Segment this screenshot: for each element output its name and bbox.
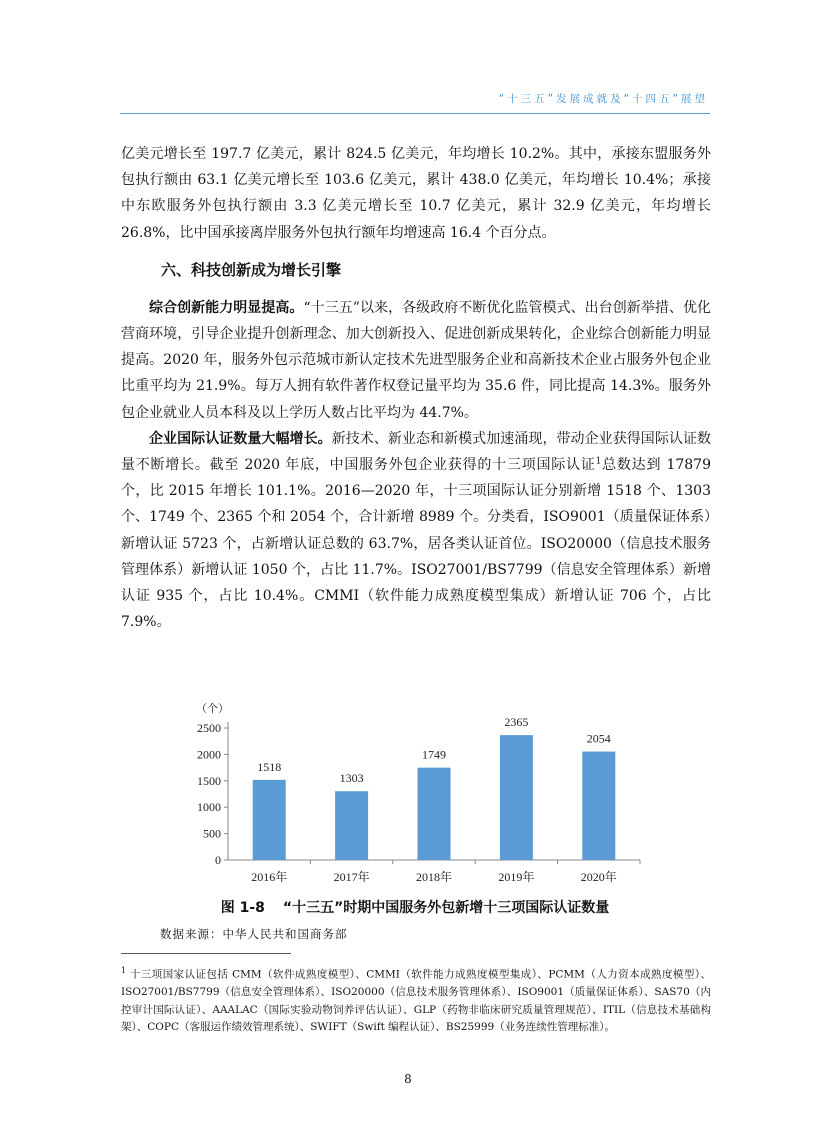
figure-title: “十三五”时期中国服务外包新增十三项国际认证数量 <box>282 900 610 916</box>
paragraph-lead-innovation: 综合创新能力明显提高。 <box>149 299 304 316</box>
footnote-mark: 1 <box>121 966 127 975</box>
chart-svg <box>190 700 650 890</box>
footnote-text: 十三项国家认证包括 CMM（软件成熟度模型）、CMMI（软件能力成熟度模型集成）、PCMM（人力资本成熟度模型）、ISO27001/BS7799（信息安全管理体系）、ISO20000（信息技术服务管理体系）、ISO9001（质量保证体系）、SAS70（内控审计国际认证）、AAALAC（国际实验动物饲养评估认证）、GLP（药物非临床研究质量管理规范）、ITIL（信息技术基础构架）、COPC（客服运作绩效管理系统）、SWIFT（Swift 编程认证）、BS25999（业务连续性管理标准）。 <box>121 968 711 1033</box>
header-divider <box>120 113 710 114</box>
y-tick-label: 0 <box>215 853 221 867</box>
paragraph-certification <box>121 426 711 636</box>
y-unit-label: （个） <box>196 703 229 715</box>
footnote-divider <box>121 953 291 954</box>
figure-number: 图 1-8 <box>220 900 265 916</box>
x-tick-label: 2017年 <box>333 870 370 884</box>
main-content <box>121 141 711 635</box>
paragraph-text-certification-a: 新技术、新业态和新模式加速涌现，带动企业获得国际认证数量不断增长。截至 2020 年底，中国服务外包企业获得的十三项国际认证 <box>121 430 712 474</box>
footnote <box>121 962 711 1037</box>
y-tick-label: 500 <box>203 826 221 841</box>
y-tick-label: 1500 <box>197 773 221 788</box>
page-number: 8 <box>404 1072 412 1086</box>
bar-value-label: 2365 <box>504 715 529 730</box>
y-tick-label: 2000 <box>197 747 221 762</box>
x-tick-label: 2018年 <box>415 870 453 884</box>
x-tick-label: 2020年 <box>580 870 617 884</box>
data-source: 数据来源：中华人民共和国商务部 <box>160 927 348 941</box>
y-tick-label: 2500 <box>197 721 221 735</box>
running-header: “十三五”发展成就及“十四五”展望 <box>498 93 708 105</box>
figure-caption <box>120 897 710 917</box>
paragraph-offshore: 亿美元增长至 197.7 亿美元，累计 824.5 亿美元，年均增长 10.2%。其中，承接东盟服务外包执行额由 63.1 亿美元增长至 103.6 亿美元，累计 438.0 亿美元，年均增长 10.4%；承接中东欧服务外包执行额由 3.3 亿美元增长至 10.7 亿美元，累计 32.9 亿美元，年均增长 26.8%，比中国承接离岸服务外包执行额年均增速高 16.4 个百分点。 <box>121 146 711 241</box>
section-heading: 六、科技创新成为增长引擎 <box>161 260 342 279</box>
bar <box>253 780 286 860</box>
paragraph-text-innovation: “十三五”以来，各级政府不断优化监管模式、出台创新举措、优化营商环境，引导企业提升创新理念、加大创新投入、促进创新成果转化，企业综合创新能力明显提高。2020 年，服务外包示范城市新认定技术先进型服务企业和高新技术企业占服务外包企业比重平均为 21.9%。每万人拥有软件著作权登记量平均为 35.6 件，同比提高 14.3%。服务外包企业就业人员本科及以上学历人数占比平均为 44.7%。 <box>121 299 711 421</box>
bar <box>335 791 368 860</box>
bar <box>500 735 533 860</box>
bar <box>418 768 451 860</box>
x-tick-label: 2019年 <box>498 870 535 884</box>
bar-value-label: 1749 <box>422 747 446 762</box>
paragraph-innovation <box>121 295 711 426</box>
bar <box>582 752 615 860</box>
bar-value-label: 1303 <box>339 771 364 786</box>
footnote-reference[interactable]: 1 <box>595 456 602 467</box>
x-tick-label: 2016年 <box>251 870 288 884</box>
paragraph-text-certification-b: 总数达到 17879 个，比 2015 年增长 101.1%。2016—2020 年，十三项国际认证分别新增 1518 个、1303 个、1749 个、2365 个和 2054 个，合计新增 8989 个。分类看，ISO9001（质量保证体系）新增认证 5723 个，占新增认证总数的 63.7%，居各类认证首位。ISO20000（信息技术服务管理体系）新增认证 1050 个，占比 11.7%。ISO27001/BS7799（信息安全管理体系）新增认证 935 个，占比 10.4%。CMMI（软件能力成熟度模型集成）新增认证 706 个，占比 7.9%。 <box>121 457 711 631</box>
bar-value-label: 1518 <box>257 759 282 774</box>
bar-value-label: 2054 <box>586 731 611 746</box>
certification-bar-chart <box>190 700 650 890</box>
paragraph-lead-certification: 企业国际认证数量大幅增长。 <box>149 430 332 447</box>
y-tick-label: 1000 <box>197 800 221 815</box>
